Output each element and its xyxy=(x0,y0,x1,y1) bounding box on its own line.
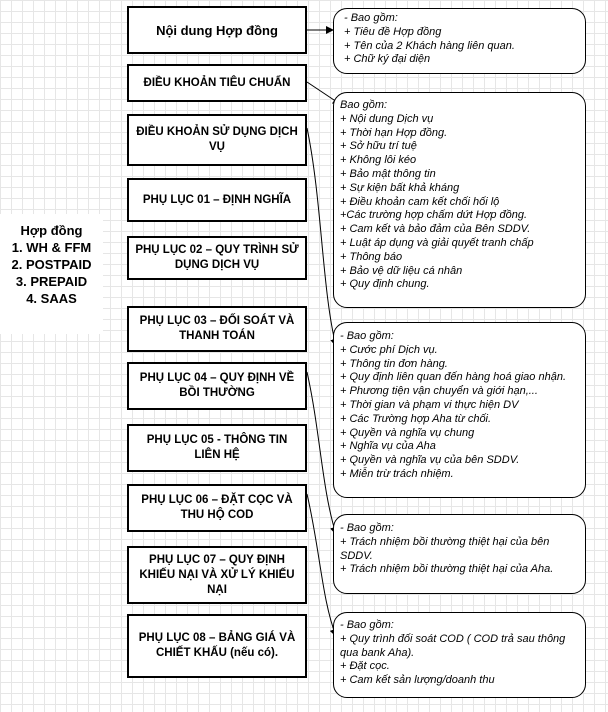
note-line: + Quy trình đối soát COD ( COD trả sau thông qua bank Aha). xyxy=(340,632,566,659)
connector-appendix04-to-note4 xyxy=(307,372,336,534)
note-line: + Trách nhiệm bồi thường thiệt hại của bên SDDV. xyxy=(340,535,550,562)
note-line: + Các Trường hợp Aha từ chối. xyxy=(340,412,492,425)
contract-type-saas: 4. SAAS xyxy=(26,291,77,306)
note-line: + Cước phí Dịch vụ. xyxy=(340,343,438,356)
note-line: + Điều khoản cam kết chối hối lộ xyxy=(340,195,500,208)
note-line: - Bao gồm: xyxy=(340,619,394,631)
note-contract-content xyxy=(333,8,586,74)
box-appendix-02: PHỤ LỤC 02 – QUY TRÌNH SỬ DỤNG DỊCH VỤ xyxy=(127,236,307,280)
note-line: +Các trường hợp chấm dứt Hợp đồng. xyxy=(340,209,528,222)
note-line: + Quyền và nghĩa vụ của bên SDDV. xyxy=(340,454,520,467)
note-line: - Bao gồm: xyxy=(344,12,398,24)
contract-title: Hợp đồng xyxy=(20,223,83,238)
note-line: Bao gồm: xyxy=(340,99,388,111)
contract-type-prepaid: 3. PREPAID xyxy=(15,274,88,289)
box-appendix-08: PHỤ LỤC 08 – BẢNG GIÁ VÀ CHIẾT KHẤU (nếu có). xyxy=(127,614,307,678)
connector-appendix06-to-note5 xyxy=(307,494,336,636)
note-line: + Thông tin đơn hàng. xyxy=(340,357,448,370)
note-line: + Tên của 2 Khách hàng liên quan. xyxy=(344,39,515,52)
note-usage-terms xyxy=(333,322,586,498)
box-appendix-04: PHỤ LỤC 04 – QUY ĐỊNH VỀ BỒI THƯỜNG xyxy=(127,362,307,410)
note-line: + Phương tiện vận chuyển và giới hạn,... xyxy=(340,385,538,398)
note-compensation xyxy=(333,514,586,594)
note-line: + Nội dung Dịch vụ xyxy=(340,112,434,125)
box-appendix-05: PHỤ LỤC 05 - THÔNG TIN LIÊN HỆ xyxy=(127,424,307,472)
note-line: + Tiêu đề Hợp đồng xyxy=(344,25,442,38)
box-standard-terms: ĐIỀU KHOẢN TIÊU CHUẨN xyxy=(127,64,307,102)
box-contract-content: Nội dung Hợp đồng xyxy=(127,6,307,54)
note-line: + Cam kết sản lượng/doanh thu xyxy=(340,674,495,687)
note-line: + Miễn trừ trách nhiệm. xyxy=(340,467,454,480)
note-line: + Quyền và nghĩa vụ chung xyxy=(340,426,475,439)
contract-types-label xyxy=(0,222,103,307)
contract-type-postpaid: 2. POSTPAID xyxy=(11,257,92,272)
contract-type-wh-ffm: 1. WH & FFM xyxy=(11,240,92,255)
note-line: - Bao gồm: xyxy=(340,330,394,342)
box-appendix-07: PHỤ LỤC 07 – QUY ĐỊNH KHIẾU NẠI VÀ XỬ LÝ KHIẾU NẠI xyxy=(127,546,307,604)
note-line: + Thời gian và phạm vi thực hiện DV xyxy=(340,398,519,411)
note-line: + Bảo vệ dữ liệu cá nhân xyxy=(340,264,463,277)
note-line: + Chữ ký đại diện xyxy=(344,53,431,66)
note-line: + Thông báo xyxy=(340,250,403,263)
note-line: + Không lôi kéo xyxy=(340,154,417,167)
note-line: + Sở hữu trí tuệ xyxy=(340,140,417,153)
box-appendix-06: PHỤ LỤC 06 – ĐẶT CỌC VÀ THU HỘ COD xyxy=(127,484,307,532)
note-line: + Quy định chung. xyxy=(340,278,430,291)
note-line: + Thời hạn Hợp đồng. xyxy=(340,126,448,139)
note-line: + Nghĩa vụ của Aha xyxy=(340,440,436,453)
box-appendix-03: PHỤ LỤC 03 – ĐỐI SOÁT VÀ THANH TOÁN xyxy=(127,306,307,352)
note-deposit-cod xyxy=(333,612,586,698)
note-line: - Bao gồm: xyxy=(340,522,394,534)
note-line: + Cam kết và bảo đảm của Bên SDDV. xyxy=(340,223,531,236)
note-line: + Trách nhiệm bồi thường thiệt hại của Aha. xyxy=(340,563,554,576)
note-line: + Bảo mật thông tin xyxy=(340,167,436,180)
box-usage-terms: ĐIỀU KHOẢN SỬ DỤNG DỊCH VỤ xyxy=(127,114,307,166)
box-appendix-01: PHỤ LỤC 01 – ĐỊNH NGHĨA xyxy=(127,178,307,222)
note-line: + Quy định liên quan đến hàng hoá giao nhận. xyxy=(340,371,566,384)
note-line: + Sự kiện bất khả kháng xyxy=(340,181,460,194)
note-standard-terms xyxy=(333,92,586,308)
note-line: + Luật áp dụng và giải quyết tranh chấp xyxy=(340,236,534,249)
connector-usage-to-note3 xyxy=(307,128,336,346)
note-line: + Đặt cọc. xyxy=(340,660,390,673)
